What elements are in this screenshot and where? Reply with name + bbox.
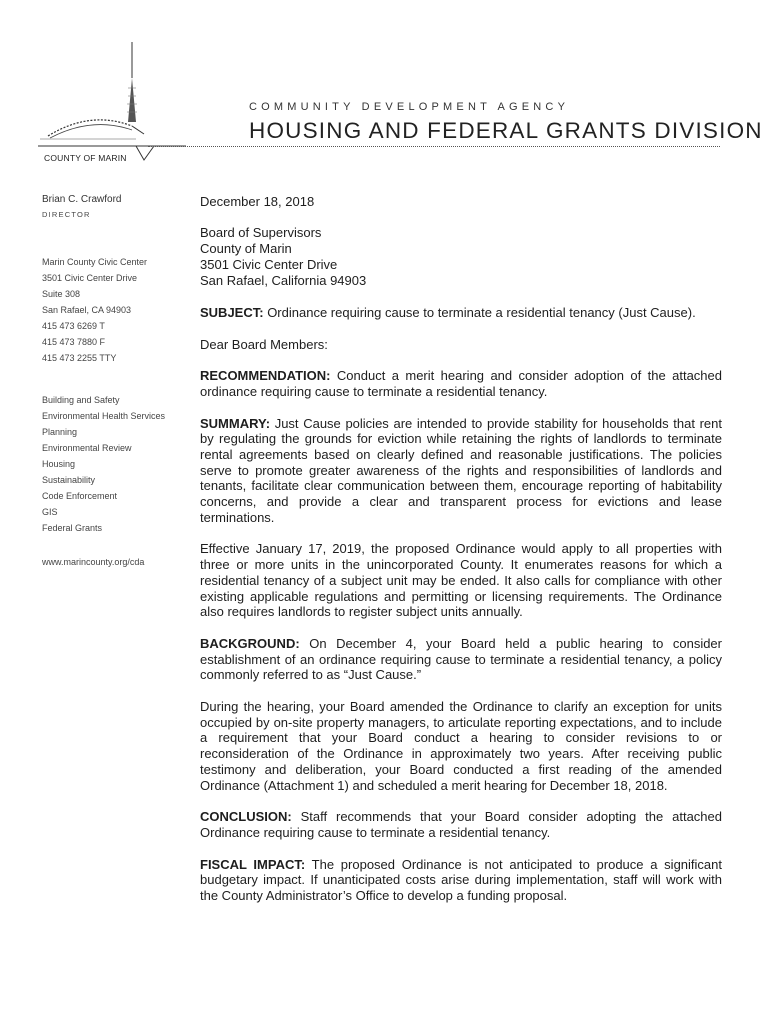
- summary-label: SUMMARY:: [200, 415, 271, 431]
- subject-text: Ordinance requiring cause to terminate a residential tenancy (Just Cause).: [263, 304, 696, 320]
- address-line: Marin County Civic Center: [42, 257, 148, 267]
- letter-date: December 18, 2018: [200, 194, 315, 209]
- subject-label: SUBJECT:: [200, 304, 264, 320]
- hearing-paragraph: During the hearing, your Board amended the Ordinance to clarify an exception for units occupied by on-site property managers, to articulate reporting expectations, and to include a requirement that your Board conduct a hearing to consider revisions to or reconsideration of the Ordinance in approximately two years. After receiving public testimony and deliberation, your Board conducted a first reading of the amended Ordinance (Attachment 1) and scheduled a merit hearing for December 18, 2018.: [200, 699, 722, 793]
- phone-line: 415 473 6269 T: [42, 321, 105, 331]
- subject-line: [200, 305, 722, 321]
- services-list: [42, 392, 182, 536]
- letter-body: [200, 194, 722, 904]
- service-item: Sustainability: [42, 475, 96, 485]
- conclusion-label: CONCLUSION:: [200, 809, 292, 825]
- conclusion-paragraph: [200, 809, 722, 840]
- division-name: HOUSING AND FEDERAL GRANTS DIVISION: [249, 118, 763, 143]
- fiscal-impact-text: The proposed Ordinance is not anticipated to produce a significant budgetary impact. If unanticipated costs arise during implementation, staff will work with the County Administrator’s Office to develop a funding proposal.: [200, 856, 722, 904]
- county-of-marin-logo: [36, 38, 186, 168]
- summary-paragraph: [200, 416, 722, 526]
- background-label: BACKGROUND:: [200, 635, 300, 651]
- address-line: Suite 308: [42, 289, 81, 299]
- address-line: 3501 Civic Center Drive: [42, 273, 138, 283]
- recipient-line: 3501 Civic Center Drive: [200, 256, 338, 272]
- website-link[interactable]: www.marincounty.org/cda: [42, 557, 145, 567]
- logo-caption: COUNTY OF MARIN: [44, 153, 127, 163]
- recommendation-text: Conduct a merit hearing and consider adoption of the attached ordinance requiring cause to terminate a residential tenancy.: [200, 368, 722, 399]
- recipient-line: County of Marin: [200, 240, 292, 256]
- recipient-address: [200, 225, 722, 289]
- effective-paragraph: Effective January 17, 2019, the proposed Ordinance would apply to all properties with three or more units in the unincorporated County. It enumerates reasons for which a residential tenancy of a subject unit may be ended. It also calls for compliance with other existing applicable regulations and permitting or licensing requirements. The Ordinance also requires landlords to register subject units annually.: [200, 541, 722, 620]
- summary-text: Just Cause policies are intended to provide stability for households that rent by regulating the grounds for eviction while retaining the rights of landlords to terminate rental agreements based on clearly defined and reasonable justifications. The policies serve to promote greater awareness of the rights and responsibilities of landlords and tenants, facilitate clear communication between them, encourage reporting of habitability concerns, and provide a clear and transparent process for evictions and lease terminations.: [200, 415, 722, 525]
- service-item: Housing: [42, 459, 76, 469]
- background-text: On December 4, your Board held a public hearing to consider establishment of an ordinance requiring cause to terminate a residential tenancy, a policy commonly referred to as “Just Cause.”: [200, 635, 722, 683]
- service-item: Environmental Health Services: [42, 411, 166, 421]
- director-name: Brian C. Crawford: [42, 194, 122, 205]
- office-address: [42, 254, 182, 366]
- recommendation-paragraph: [200, 368, 722, 399]
- salutation: Dear Board Members:: [200, 337, 328, 353]
- service-item: Planning: [42, 427, 78, 437]
- tty-line: 415 473 2255 TTY: [42, 353, 117, 363]
- recipient-line: San Rafael, California 94903: [200, 272, 367, 288]
- service-item: Building and Safety: [42, 395, 120, 405]
- address-line: San Rafael, CA 94903: [42, 305, 132, 315]
- letterhead-sidebar: [42, 192, 182, 570]
- conclusion-text: Staff recommends that your Board consider adopting the attached Ordinance requiring cause to terminate a residential tenancy.: [200, 809, 722, 840]
- fax-line: 415 473 7880 F: [42, 337, 106, 347]
- service-item: Environmental Review: [42, 443, 132, 453]
- service-item: Code Enforcement: [42, 491, 118, 501]
- recipient-line: Board of Supervisors: [200, 224, 322, 240]
- agency-name: COMMUNITY DEVELOPMENT AGENCY: [249, 101, 570, 113]
- fiscal-impact-paragraph: [200, 857, 722, 904]
- service-item: GIS: [42, 507, 58, 517]
- recommendation-label: RECOMMENDATION:: [200, 368, 331, 384]
- director-title: DIRECTOR: [42, 210, 91, 219]
- background-paragraph: [200, 636, 722, 683]
- fiscal-impact-label: FISCAL IMPACT:: [200, 856, 306, 872]
- service-item: Federal Grants: [42, 523, 103, 533]
- header-divider: [148, 146, 720, 147]
